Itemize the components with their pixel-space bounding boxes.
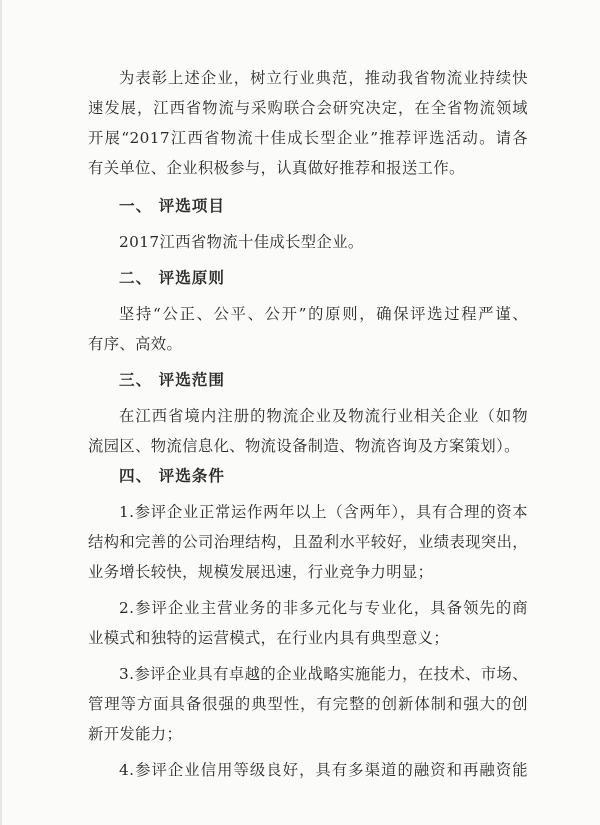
text-line: 3.参评企业具有卓越的企业战略实施能力，在技术、市场、 — [119, 665, 528, 683]
text-line: 新开发能力； — [88, 725, 183, 743]
text-line: 2.参评企业主营业务的非多元化与专业化，具备领先的商 — [119, 599, 528, 617]
section-heading-1: 一、 评选项目 — [119, 197, 225, 215]
text-line: 结构和完善的公司治理结构，且盈利水平较好，业绩表现突出， — [88, 533, 528, 551]
list-item — [88, 755, 528, 785]
text-line: 开展“2017江西省物流十佳成长型企业”推荐评选活动。请各 — [88, 129, 528, 147]
text-line: 速发展，江西省物流与采购联合会研究决定，在全省物流领域 — [88, 99, 528, 117]
list-item — [88, 659, 528, 749]
text-line: 有关单位、企业积极参与，认真做好推荐和报送工作。 — [88, 159, 465, 177]
document-body — [88, 63, 528, 785]
text-line: 坚持“公正、公平、公开”的原则，确保评选过程严谨、 — [119, 305, 528, 323]
section-heading-4: 四、 评选条件 — [119, 467, 225, 485]
text-line: 有序、高效。 — [88, 335, 183, 353]
text-line: 业模式和独特的运营模式，在行业内具有典型意义； — [88, 629, 450, 647]
intro-paragraph — [88, 63, 528, 183]
text-line: 流园区、物流信息化、物流设备制造、物流咨询及方案策划）。 — [88, 437, 520, 455]
text-line: 为表彰上述企业，树立行业典范，推动我省物流业持续快 — [119, 69, 528, 87]
list-item — [88, 593, 528, 653]
text-line: 管理等方面具备很强的典型性，有完整的创新体制和强大的创 — [88, 695, 528, 713]
text-line: 2017江西省物流十佳成长型企业。 — [119, 233, 364, 251]
section-heading-3: 三、 评选范围 — [119, 371, 225, 389]
text-line: 1.参评企业正常运作两年以上（含两年），具有合理的资本 — [119, 503, 528, 521]
text-line: 业务增长较快，规模发展迅速，行业竞争力明显； — [88, 563, 434, 581]
text-line: 4.参评企业信用等级良好，具有多渠道的融资和再融资能 — [119, 761, 528, 779]
text-line: 在江西省境内注册的物流企业及物流行业相关企业（如物 — [119, 407, 528, 425]
list-item — [88, 497, 528, 587]
section-heading-2: 二、 评选原则 — [119, 269, 225, 287]
